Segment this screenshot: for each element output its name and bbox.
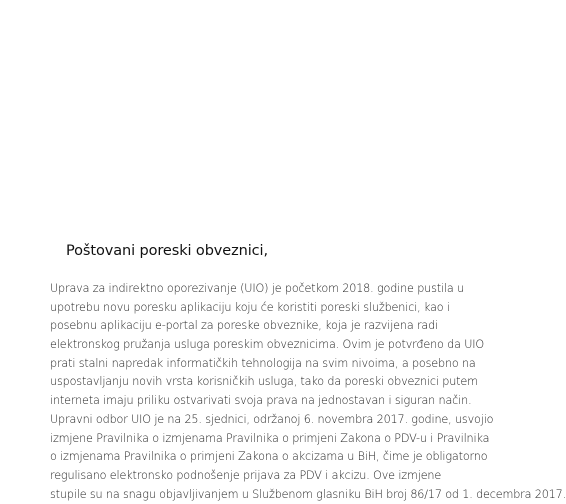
letter-salutation-heading: Poštovani poreski obveznici, [66,243,268,259]
paragraph-line: uspostavljanju novih vrsta korisničkih usluga, tako da poreski obveznici putem [50,375,478,389]
paragraph-line: elektronskog pružanja usluga poreskim obveznicima. Ovim je potvrđeno da UIO [50,338,485,352]
paragraph-line: stupile su na snagu objavljivanjem u Službenom glasniku BiH broj 86/17 od 1. decembra 2017. [50,487,566,501]
paragraph-line: o izmjenama Pravilnika o primjeni Zakona o akcizama u BiH, čime je obligatorno [50,450,488,464]
paragraph-line: izmjene Pravilnika o izmjenama Pravilnika o primjeni Zakona o PDV-u i Pravilnika [50,431,490,445]
paragraph-line: Uprava za indirektno oporezivanje (UIO) je početkom 2018. godine pustila u [50,282,464,295]
paragraph-line: posebnu aplikaciju e-portal za poreske obveznike, koja je razvijena radi [50,319,439,333]
paragraph-line: interneta imaju priliku ostvarivati svoja prava na jednostavan i siguran način. [50,394,472,408]
paragraph-line: regulisano elektronsko podnošenje prijava za PDV i akcizu. Ove izmjene [50,469,442,483]
paragraph-line: prati stalni napredak informatičkih tehnologija na svim nivoima, a posebno na [50,356,476,370]
paragraph-line: upotrebu novu poresku aplikaciju koju će koristiti poreski službenici, kao i [50,300,450,314]
paragraph-2 [50,411,566,501]
paragraph-line: Upravni odbor UIO je na 25. sjednici, održanoj 6. novembra 2017. godine, usvojio [50,413,494,426]
paragraph-1 [50,280,485,411]
